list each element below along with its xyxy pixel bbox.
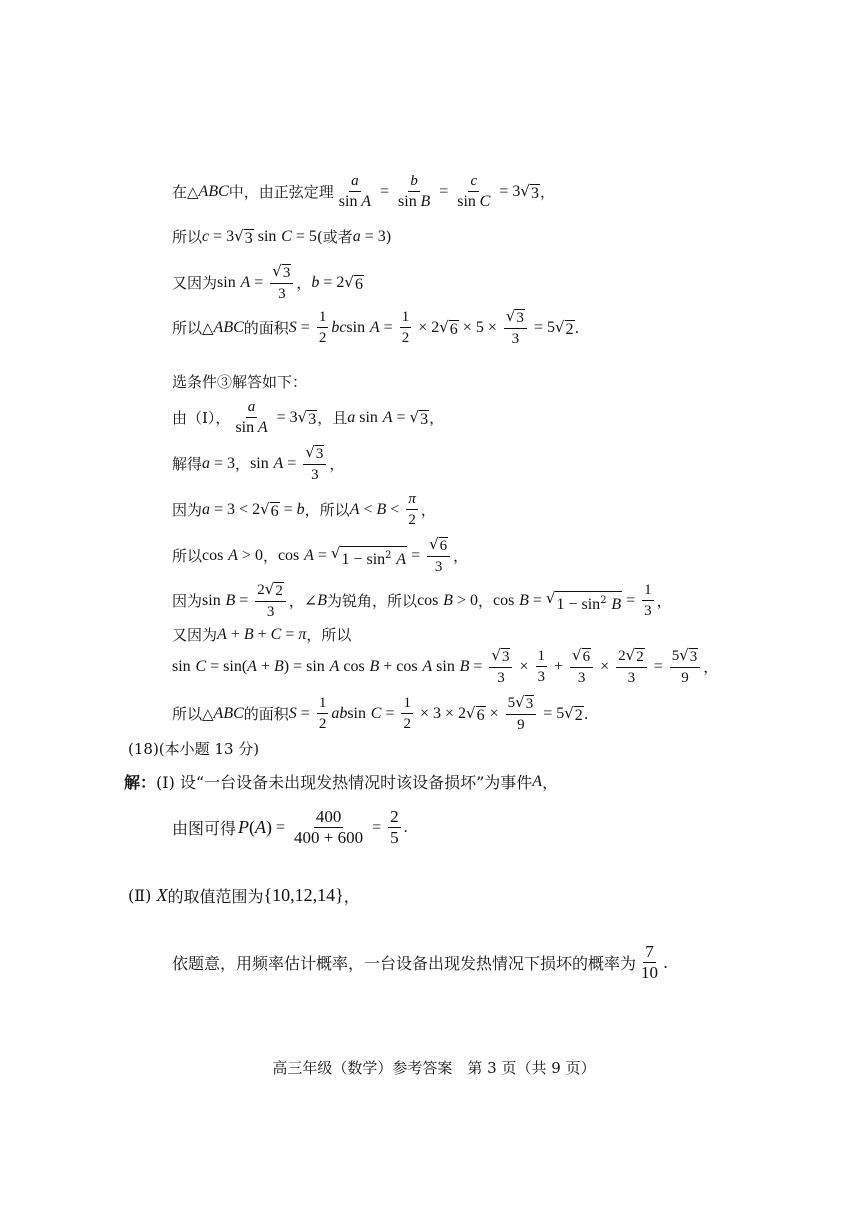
line-cosA: 所以 cos A > 0 ， cos A = √ $1 - \sin^2 A$ = √ 6 3 ， [172, 535, 469, 575]
question-18-header [128, 738, 259, 759]
text: 所以△ [172, 705, 214, 723]
text: ， [656, 592, 672, 610]
text: 的取值范围为 [167, 887, 264, 906]
text: 依题意，用频率估计概率，一台设备出现发热情况下损坏的概率为 [172, 954, 637, 973]
math: ABC [198, 182, 229, 200]
text: . [663, 953, 669, 972]
page-footer: 高三年级（数学）参考答案 第 3 页（共 9 页） [272, 1059, 596, 1077]
text: (18)(本小题 13 分) [128, 740, 260, 758]
solution-part1 [124, 770, 558, 793]
text: ， [453, 547, 469, 565]
text: 所以△ [172, 319, 214, 337]
line-area-1: 所以△ ABC 的面积 S = $\frac{1}{2}$ bc sin A = $\frac{1}{2}$ × 2 √ 6 × 5 × √ 3 3 = 5 √ 2 . [172, 307, 580, 347]
text: . [583, 704, 589, 723]
text: ， [296, 274, 312, 292]
text: 中，由正弦定理 [228, 183, 334, 201]
line-prob-estimate: 依题意，用频率估计概率，一台设备出现发热情况下损坏的概率为 $\frac{7}{10}$ . [172, 942, 669, 982]
text: ，所以 [306, 626, 352, 644]
line-solve: 解得 a = 3 ， sin A = √ 3 3 ， [172, 443, 345, 483]
text: ， [235, 455, 251, 473]
line-option-3 [172, 371, 307, 392]
text: 解得 [172, 455, 203, 473]
text: ， [329, 455, 345, 473]
line-compare: 因为 a = 3 < 2 √ 6 = b ，所以 A < B < $\frac{\pi}{2}$ ， [172, 491, 436, 528]
text: 所以 [172, 228, 203, 246]
text: 为锐角，所以 [327, 592, 418, 610]
text: 又因为 [172, 274, 218, 292]
text: 所以 [172, 547, 203, 565]
line-sine-law: 在△ ABC 中，由正弦定理 $\frac{a}{\text{sin A}}$ = $\frac{b}{\text{sin B}}$ = $\frac{c}{\text{sin C}}$ = 3 √ 3 ， [172, 173, 555, 210]
text: ) [385, 227, 392, 246]
line-sinB: 因为 sin B = 2 √ 2 3 ， ∠ B 为锐角，所以 cos B > 0 ， cos B = √ $1 - \sin^2 B$ = $\frac{1}{3}$ ， [172, 580, 672, 620]
text: ， [288, 592, 304, 610]
text: ， [262, 547, 278, 565]
text: 又因为 [172, 626, 218, 644]
text: (Ⅱ) [128, 886, 152, 905]
line-angle-sum: 又因为 A + B + C = π ，所以 [172, 625, 352, 644]
text: ， [343, 887, 360, 906]
text: 选条件③解答如下： [172, 373, 308, 391]
text: (或者 [316, 228, 353, 246]
text: ， [539, 183, 555, 201]
text: 由（Ⅰ）， [172, 409, 231, 427]
fraction: $\frac{b}{\text{sin B}}$ [398, 173, 431, 210]
text: ， [429, 409, 445, 427]
fraction: $\frac{a}{\text{sin A}}$ [338, 173, 371, 210]
text: 由图可得 [172, 819, 237, 838]
line-prob-A: 由图可得 P ( A ) = $\frac{400}{400 + 600}$ = $\frac{2}{5}$ . [172, 807, 408, 847]
text: . [574, 318, 580, 337]
math: A [532, 772, 543, 790]
text: 在△ [172, 183, 199, 201]
text: ， [477, 592, 493, 610]
line-c-value: 所以 c = 3 √ 3 sin C = 5 (或者 a = 3 ) [172, 226, 392, 247]
text: ，且 [317, 409, 348, 427]
text: ，所以 [304, 501, 350, 519]
text: 因为 [172, 592, 203, 610]
text: ， [703, 658, 719, 676]
text: 因为 [172, 501, 203, 519]
text: 的面积 [243, 705, 289, 723]
line-sinC: sin C = sin( A + B ) = sin A cos B + cos A sin B = √ 3 3 × $\frac{1}{3}$ + √ 6 3 × 2 √ 2 3 = 5 √ 3 9 ， [172, 646, 719, 686]
fraction: $\frac{c}{\text{sin C}}$ [457, 173, 491, 210]
line-from-part1: 由（Ⅰ）， $\frac{a}{\text{sin A}}$ = 3 √ 3 ，且 a sin A = √ 3 ， [172, 399, 445, 436]
text: ， [542, 773, 559, 792]
text: 的面积 [243, 319, 289, 337]
value-set: {10,12,14} [263, 885, 344, 905]
line-area-2: 所以△ ABC 的面积 S = $\frac{1}{2}$ ab sin C = $\frac{1}{2}$ × 3 × 2 √ 6 × 5 √ 3 9 = 5 √ 2 . [172, 693, 589, 733]
solution-label: 解： [124, 773, 157, 792]
line-part2: (Ⅱ) X 的取值范围为 {10,12,14} ， [128, 885, 360, 906]
line-sinA: 又因为 sin A = √ 3 3 ， b = 2 √ 6 [172, 262, 363, 302]
text: (Ⅰ) 设“一台设备未出现发热情况时该设备损坏”为事件 [156, 773, 533, 792]
text: ， [420, 501, 436, 519]
